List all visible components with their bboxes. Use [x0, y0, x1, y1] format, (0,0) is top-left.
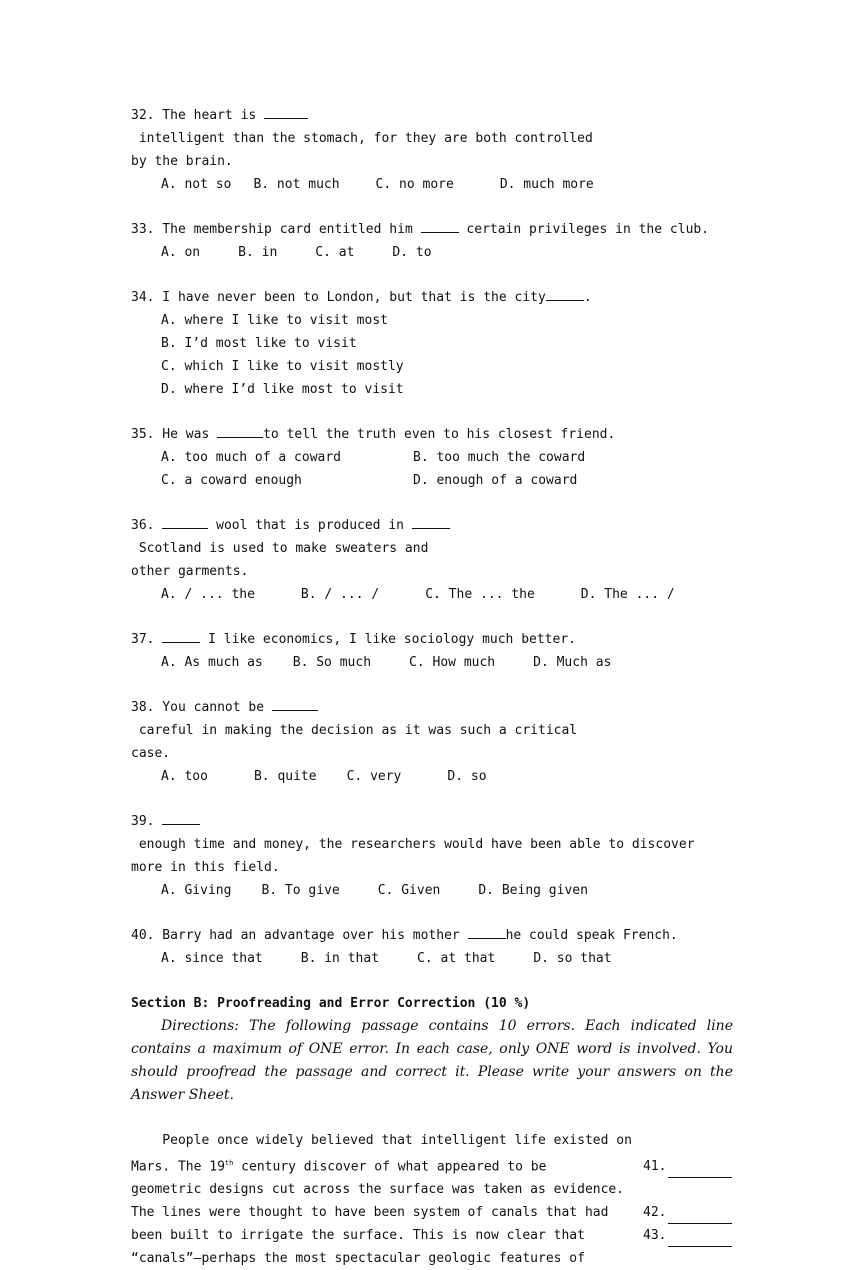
question-stem-continued: case. — [131, 746, 171, 761]
question-34 — [131, 286, 733, 401]
question-36 — [131, 514, 733, 606]
options — [131, 583, 733, 606]
question-stem: 36. wool that is produced in Scotland is used to make sweaters and — [131, 514, 733, 560]
option-a: A. / ... the — [161, 587, 255, 602]
passage-line: “canals”—perhaps the most spectacular geologic features of — [131, 1251, 585, 1267]
option-d: D. enough of a coward — [413, 473, 578, 488]
passage-line: People once widely believed that intelligent life existed on — [131, 1133, 632, 1148]
question-39 — [131, 810, 733, 902]
question-stem: 40. Barry had an advantage over his mother he could speak French. — [131, 924, 733, 947]
option-b: B. not much — [253, 177, 340, 192]
passage-line: Mars. The 19th century discover of what appeared to be 41. — [131, 1152, 733, 1178]
option-c: C. at that — [417, 951, 496, 966]
option-a: A. too much of a coward — [161, 450, 342, 465]
option-c: C. no more — [375, 177, 454, 192]
options — [131, 879, 733, 902]
question-40 — [131, 924, 733, 970]
answer-blank — [668, 1232, 732, 1247]
question-stem-continued: by the brain. — [131, 154, 233, 169]
answer-blank — [668, 1163, 732, 1178]
option-b: B. / ... / — [300, 587, 380, 602]
answer-blank — [162, 515, 208, 529]
answer-blank — [412, 515, 450, 529]
answer-slot-41: 41. — [643, 1152, 733, 1178]
option-d: D. so — [447, 769, 487, 784]
options — [131, 446, 733, 492]
question-stem: 38. You cannot be careful in making the decision as it was such a critical — [131, 696, 733, 742]
option-a: A. since that — [161, 951, 263, 966]
option-a: A. Giving — [161, 883, 232, 898]
question-35 — [131, 423, 733, 492]
answer-blank — [264, 105, 308, 119]
question-33 — [131, 218, 733, 264]
question-stem-continued: more in this field. — [131, 860, 280, 875]
option-a: A. not so — [161, 177, 232, 192]
option-c: C. which I like to visit mostly — [161, 359, 404, 374]
question-37 — [131, 628, 733, 674]
options — [131, 309, 733, 401]
options — [131, 765, 733, 788]
option-a: A. on — [161, 245, 201, 260]
option-d: D. where I’d like most to visit — [161, 382, 404, 397]
option-d: D. much more — [499, 177, 594, 192]
option-b: B. in that — [300, 951, 380, 966]
answer-slot-43: 43. — [643, 1224, 733, 1247]
answer-blank — [546, 287, 584, 301]
option-a: A. where I like to visit most — [161, 313, 388, 328]
question-stem: 32. The heart is intelligent than the stomach, for they are both controlled — [131, 104, 733, 150]
question-stem: 37. I like economics, I like sociology much better. — [131, 628, 733, 651]
option-c: C. very — [346, 769, 402, 784]
options — [131, 947, 733, 970]
question-stem-continued: other garments. — [131, 564, 249, 579]
option-c: C. at — [315, 245, 355, 260]
question-stem: 35. He was to tell the truth even to his closest friend. — [131, 423, 733, 446]
section-b-title: Section B: Proofreading and Error Correction (10 %) — [131, 996, 531, 1011]
option-c: C. The ... the — [425, 587, 535, 602]
option-b: B. too much the coward — [413, 450, 586, 465]
option-c: C. Given — [377, 883, 441, 898]
exam-page — [131, 104, 733, 1270]
answer-blank — [468, 925, 506, 939]
answer-blank — [162, 811, 200, 825]
answer-blank — [272, 697, 318, 711]
option-d: D. Much as — [533, 655, 612, 670]
option-a: A. As much as — [161, 655, 263, 670]
answer-blank — [668, 1209, 732, 1224]
passage-line: The lines were thought to have been system of canals that had 42. — [131, 1201, 733, 1224]
options — [131, 173, 733, 196]
option-d: D. so that — [533, 951, 612, 966]
option-c: C. a coward enough — [161, 473, 302, 488]
option-b: B. in — [238, 245, 278, 260]
option-d: D. Being given — [478, 883, 588, 898]
question-stem: 34. I have never been to London, but that is the city . — [131, 286, 733, 309]
question-32 — [131, 104, 733, 196]
question-38 — [131, 696, 733, 788]
option-c: C. How much — [409, 655, 496, 670]
options — [131, 651, 733, 674]
option-b: B. I’d most like to visit — [161, 336, 357, 351]
passage-line: been built to irrigate the surface. This is now clear that 43. — [131, 1224, 733, 1247]
answer-slot-42: 42. — [643, 1201, 733, 1224]
option-d: D. The ... / — [580, 587, 675, 602]
option-a: A. too — [161, 769, 208, 784]
option-b: B. So much — [292, 655, 372, 670]
answer-blank — [162, 629, 200, 643]
answer-blank — [217, 424, 263, 438]
proofreading-passage — [131, 1129, 733, 1270]
option-d: D. to — [392, 245, 432, 260]
options — [131, 241, 733, 264]
passage-line: geometric designs cut across the surface was taken as evidence. — [131, 1182, 625, 1198]
answer-blank — [421, 219, 459, 233]
option-b: B. quite — [253, 769, 317, 784]
question-stem: 39. enough time and money, the researchers would have been able to discover — [131, 810, 733, 856]
option-b: B. To give — [261, 883, 340, 898]
question-stem: 33. The membership card entitled him certain privileges in the club. — [131, 218, 733, 241]
section-b-directions: Directions: The following passage contains 10 errors. Each indicated line contains a maximum of ONE error. In each case, only ONE word is involved. You should proofread the passage and correct it. Please write your answers on the Answer Sheet. — [131, 1018, 733, 1103]
